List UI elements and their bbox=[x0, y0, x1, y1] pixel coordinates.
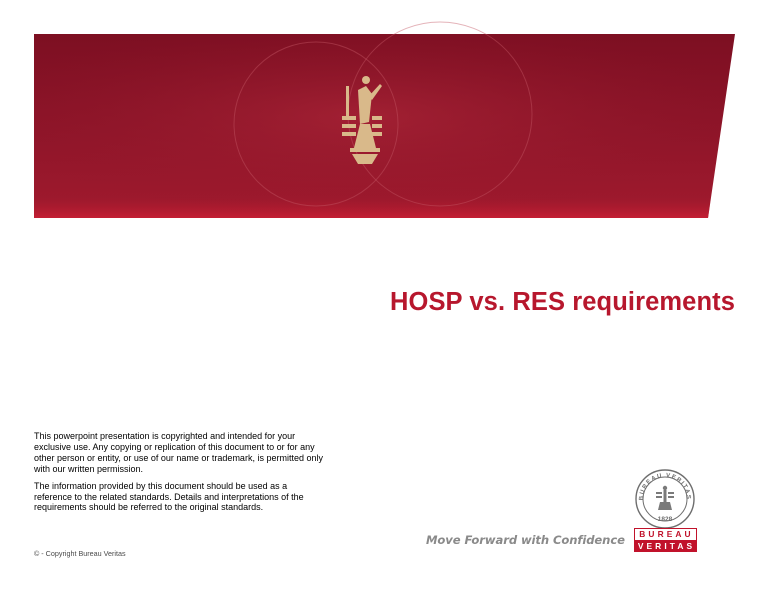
header-banner bbox=[0, 0, 768, 240]
bureau-veritas-seal-icon bbox=[634, 468, 696, 530]
slide-title: HOSP vs. RES requirements bbox=[390, 288, 735, 316]
logo-bureau-text: BUREAU bbox=[634, 528, 697, 540]
tagline: Move Forward with Confidence bbox=[426, 533, 625, 547]
svg-text:1828: 1828 bbox=[657, 516, 673, 523]
copyright-notice bbox=[34, 431, 324, 519]
copyright-line: © - Copyright Bureau Veritas bbox=[34, 549, 126, 558]
svg-text:BUREAU VERITAS: BUREAU VERITAS bbox=[638, 472, 692, 501]
logo-veritas-text: VERITAS bbox=[634, 540, 697, 552]
notice-paragraph: This powerpoint presentation is copyrighted and intended for your exclusive use. Any copying or replication of this document to or for any other person or entity, or use of our name or trademark, is permitted only with our written permission. bbox=[34, 431, 323, 474]
notice-paragraph: The information provided by this document should be used as a reference to the related standards. Details and interpretations of the requirements should be referred to the original standards. bbox=[34, 480, 304, 513]
bureau-veritas-logo bbox=[634, 528, 697, 552]
